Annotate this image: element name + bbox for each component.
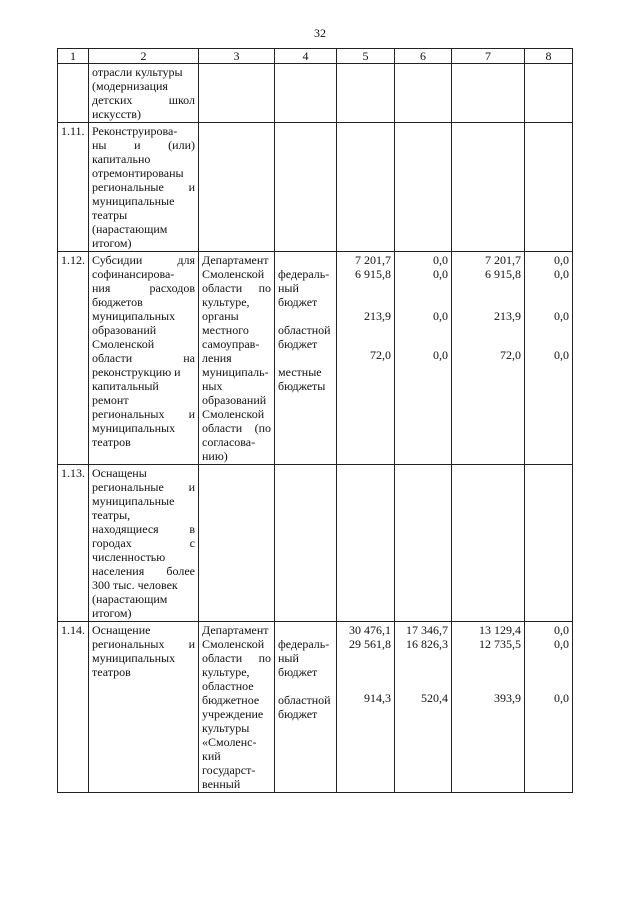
row-description: отрасли культуры (модернизация детских школ искусств) [89, 64, 199, 123]
col-header-4: 4 [275, 49, 337, 64]
year1-amount-1-12: 0,0 0,0 0,0 0,0 [395, 252, 452, 465]
col-header-3: 3 [199, 49, 275, 64]
row-description-1-14: Оснащение региональных и муниципальных театров [89, 622, 199, 793]
total-amount-1-14: 30 476,1 29 561,8 914,3 [337, 622, 395, 793]
table-row-continuation [58, 64, 573, 123]
year2-amount-1-14: 13 129,4 12 735,5 393,9 [452, 622, 525, 793]
responsible-executor-1-14: Департамент Смоленской области по культуре, областное бюджетное учреждение культуры «Смоленс- кий государст- венный [199, 622, 275, 793]
year3-amount-1-12: 0,0 0,0 0,0 0,0 [525, 252, 573, 465]
row-number-1-12: 1.12. [58, 252, 89, 465]
page-number: 32 [314, 26, 326, 40]
col-header-7: 7 [452, 49, 525, 64]
year3-amount-1-14: 0,0 0,0 0,0 [525, 622, 573, 793]
col-header-2: 2 [89, 49, 199, 64]
column-number-row [58, 49, 573, 64]
row-number-cell [58, 64, 89, 123]
funding-source-1-12: федераль- ный бюджет областной бюджет местные бюджеты [275, 252, 337, 465]
col-header-6: 6 [395, 49, 452, 64]
table-row-1-12 [58, 252, 573, 465]
total-amount-1-12: 7 201,7 6 915,8 213,9 72,0 [337, 252, 395, 465]
table-row-1-13 [58, 465, 573, 622]
row-number-1-14: 1.14. [58, 622, 89, 793]
responsible-executor-1-12: Департамент Смоленской области по культуре, органы местного самоуправ- ления муниципаль- ных образований Смоленской области (по согласова- нию) [199, 252, 275, 465]
row-number-1-11: 1.11. [58, 123, 89, 252]
row-description-1-11: Реконструирова- ны и (или) капитально отремонтированы региональные и муниципальные театры (нарастающим итогом) [89, 123, 199, 252]
col-header-1: 1 [58, 49, 89, 64]
row-number-1-13: 1.13. [58, 465, 89, 622]
table-row-1-11 [58, 123, 573, 252]
row-description-1-12: Субсидии для софинансирова- ния расходов бюджетов муниципальных образований Смоленской области на реконструкцию и капитальный ремонт региональных и муниципальных театров [89, 252, 199, 465]
table-row-1-14 [58, 622, 573, 793]
col-header-8: 8 [525, 49, 573, 64]
col-header-5: 5 [337, 49, 395, 64]
year2-amount-1-12: 7 201,7 6 915,8 213,9 72,0 [452, 252, 525, 465]
budget-table [57, 48, 573, 793]
year1-amount-1-14: 17 346,7 16 826,3 520,4 [395, 622, 452, 793]
row-description-1-13: Оснащены региональные и муниципальные театры, находящиеся в городах с численностью населения более 300 тыс. человек (нарастающим итогом) [89, 465, 199, 622]
funding-source-1-14: федераль- ный бюджет областной бюджет [275, 622, 337, 793]
